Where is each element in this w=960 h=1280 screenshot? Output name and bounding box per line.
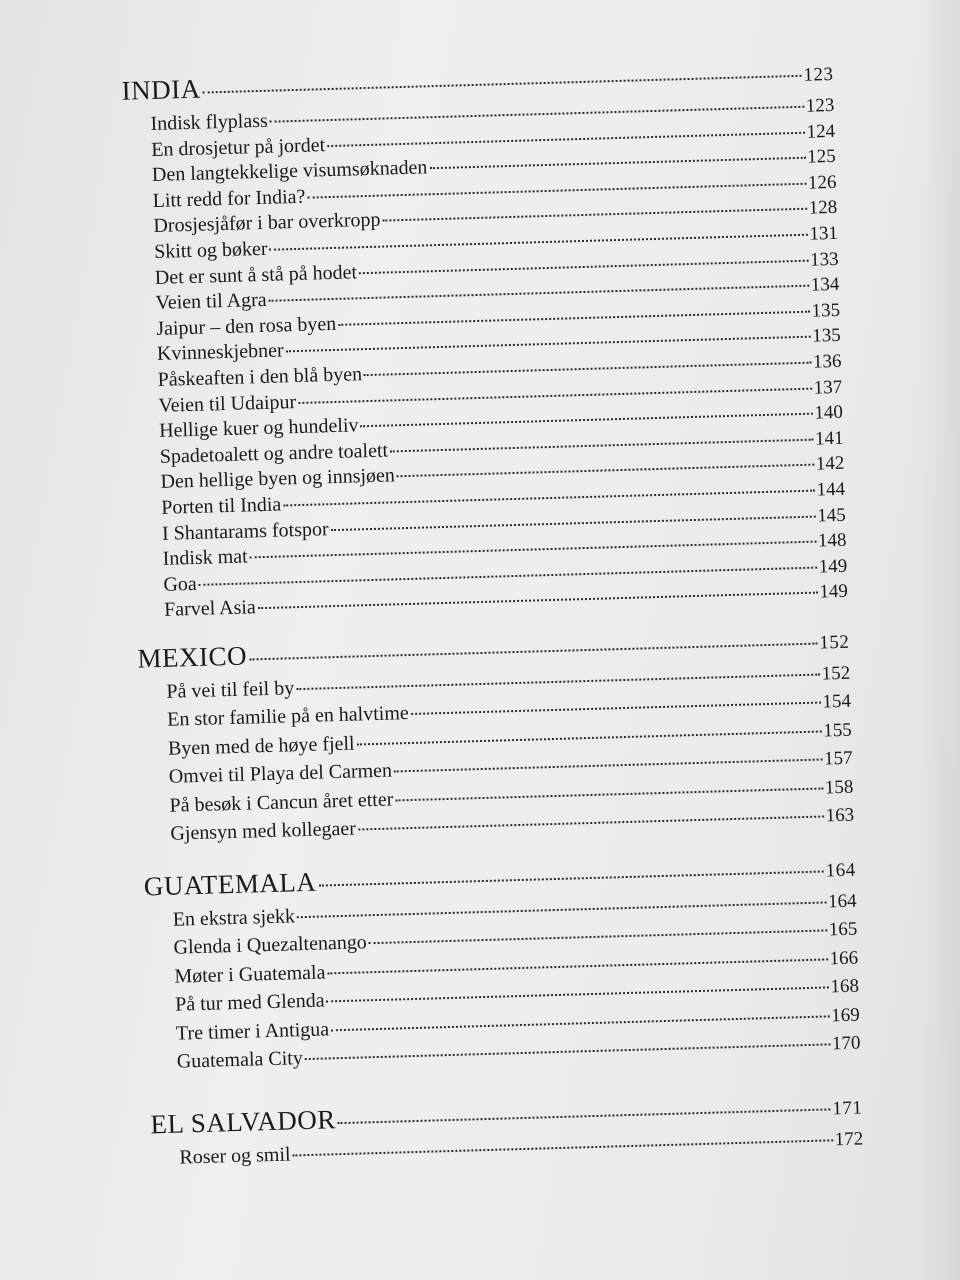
- entry-title: På vei til feil by: [166, 677, 295, 703]
- entry-title: Roser og smil: [179, 1143, 291, 1169]
- entry-page-number: 164: [827, 890, 857, 913]
- entry-title: Gjensyn med kollegaer: [170, 817, 357, 845]
- dot-leader: [250, 541, 816, 559]
- entry-title: Kvinneskjebner: [156, 339, 284, 366]
- entry-page-number: 124: [806, 120, 836, 143]
- entry-title: Skitt og bøker: [153, 237, 268, 263]
- entry-title: Møter i Guatemala: [174, 961, 326, 988]
- entry-page-number: 168: [830, 975, 860, 998]
- dot-leader: [249, 643, 817, 661]
- dot-leader: [293, 1139, 833, 1156]
- entry-title: En ekstra sjekk: [172, 905, 296, 931]
- section-page-number: 164: [825, 859, 856, 882]
- entry-title: Byen med de høye fjell: [167, 732, 355, 760]
- entry-title: På besøk i Cancun året etter: [169, 788, 394, 817]
- entry-page-number: 142: [815, 453, 845, 475]
- entry-page-number: 133: [809, 248, 839, 271]
- dot-leader: [383, 208, 807, 222]
- section-page-number: 171: [832, 1097, 863, 1120]
- entry-title: En stor familie på en halvtime: [166, 702, 410, 732]
- entry-page-number: 166: [829, 947, 859, 970]
- dot-leader: [357, 730, 822, 745]
- entry-page-number: 169: [830, 1004, 861, 1026]
- dot-leader: [270, 106, 804, 123]
- entry-title: På tur med Glenda: [174, 989, 325, 1016]
- dot-leader: [411, 702, 821, 715]
- entry-title: Påskeaften i den blå byen: [157, 363, 363, 391]
- dot-leader: [327, 958, 827, 974]
- entry-title: Veien til Udaipur: [158, 390, 297, 417]
- entry-page-number: 154: [822, 691, 852, 713]
- dot-leader: [394, 759, 822, 773]
- entry-page-number: 145: [816, 504, 847, 527]
- dot-leader: [307, 183, 806, 199]
- toc-section-el-salvador: [150, 1090, 864, 1176]
- entry-title: Indisk mat: [162, 545, 249, 570]
- entry-page-number: 123: [805, 94, 835, 117]
- toc-section-mexico: [137, 624, 855, 852]
- dot-leader: [358, 815, 824, 830]
- entry-page-number: 137: [813, 376, 843, 399]
- entry-page-number: 131: [809, 222, 839, 245]
- dot-leader: [360, 413, 812, 428]
- entry-title: Jaipur – den rosa byen: [155, 312, 337, 340]
- entry-title: Farvel Asia: [163, 596, 257, 622]
- dot-leader: [364, 362, 811, 376]
- dot-leader: [305, 1043, 830, 1060]
- entry-page-number: 172: [834, 1128, 864, 1151]
- dot-leader: [286, 336, 811, 353]
- entry-page-number: 141: [814, 427, 844, 450]
- entry-title: En drosjetur på jordet: [150, 133, 326, 161]
- entry-page-number: 148: [817, 529, 847, 552]
- dot-leader: [269, 234, 807, 251]
- dot-leader: [338, 310, 809, 325]
- entry-page-number: 165: [828, 918, 858, 941]
- section-title: INDIA: [121, 73, 202, 106]
- entry-page-number: 136: [812, 350, 842, 373]
- entry-title: Veien til Agra: [155, 289, 267, 315]
- entry-title: Goa: [163, 572, 198, 596]
- entry-page-number: 158: [824, 776, 854, 799]
- toc-section-guatemala: [143, 852, 861, 1080]
- entry-title: Tre timer i Antigua: [175, 1017, 330, 1045]
- entry-title: Omvei til Playa del Carmen: [168, 759, 393, 788]
- entry-title: Den hellige byen og innsjøen: [160, 464, 396, 494]
- dot-leader: [318, 871, 823, 887]
- dot-leader: [331, 515, 816, 531]
- entry-page-number: 126: [807, 171, 837, 194]
- section-title: GUATEMALA: [143, 866, 317, 902]
- entry-title: I Shantarams fotspor: [161, 517, 329, 545]
- entry-page-number: 152: [821, 662, 851, 685]
- entry-title: Indisk flyplass: [150, 109, 269, 136]
- entry-page-number: 144: [816, 478, 846, 501]
- entry-page-number: 170: [831, 1032, 861, 1055]
- section-page-number: 123: [803, 63, 834, 86]
- section-title: MEXICO: [137, 640, 248, 674]
- dot-leader: [369, 930, 827, 945]
- entry-page-number: 128: [808, 197, 838, 220]
- dot-leader: [203, 75, 802, 94]
- entry-title: Porten til India: [160, 493, 282, 519]
- entry-title: Hellige kuer og hundeliv: [158, 414, 359, 443]
- entry-page-number: 155: [822, 719, 853, 742]
- dot-leader: [298, 387, 812, 403]
- dot-leader: [397, 464, 814, 478]
- dot-leader: [327, 131, 805, 146]
- dot-leader: [331, 1015, 829, 1031]
- dot-leader: [283, 490, 814, 507]
- dot-leader: [390, 438, 813, 452]
- dot-leader: [269, 285, 809, 302]
- entry-title: Drosjesjåfør i bar overkropp: [153, 209, 381, 238]
- dot-leader: [296, 674, 820, 691]
- entry-page-number: 149: [819, 581, 849, 603]
- dot-leader: [297, 901, 826, 918]
- entry-title: Guatemala City: [176, 1047, 304, 1073]
- section-page-number: 152: [819, 631, 850, 654]
- entry-title: Den langtekkelige visumsøknaden: [151, 156, 428, 187]
- entry-title: Spadetoalett og andre toalett: [159, 439, 389, 468]
- entry-page-number: 135: [811, 299, 841, 322]
- dot-leader: [395, 787, 823, 801]
- dot-leader: [338, 1108, 831, 1124]
- entry-title: Glenda i Quezaltenango: [173, 931, 368, 960]
- dot-leader: [359, 259, 808, 274]
- dot-leader: [429, 157, 805, 169]
- entry-page-number: 163: [825, 804, 855, 827]
- entry-page-number: 149: [818, 555, 848, 578]
- dot-leader: [327, 987, 829, 1003]
- entry-page-number: 125: [806, 146, 837, 168]
- section-title: EL SALVADOR: [150, 1104, 337, 1140]
- entry-title: Litt redd for India?: [152, 185, 306, 212]
- toc-section-india: [121, 56, 848, 626]
- entry-page-number: 140: [814, 401, 844, 424]
- entry-page-number: 134: [810, 274, 840, 296]
- entry-title: Det er sunt å stå på hodet: [154, 260, 358, 289]
- entry-page-number: 157: [823, 747, 853, 770]
- dot-leader: [258, 592, 818, 610]
- entry-page-number: 135: [811, 325, 842, 347]
